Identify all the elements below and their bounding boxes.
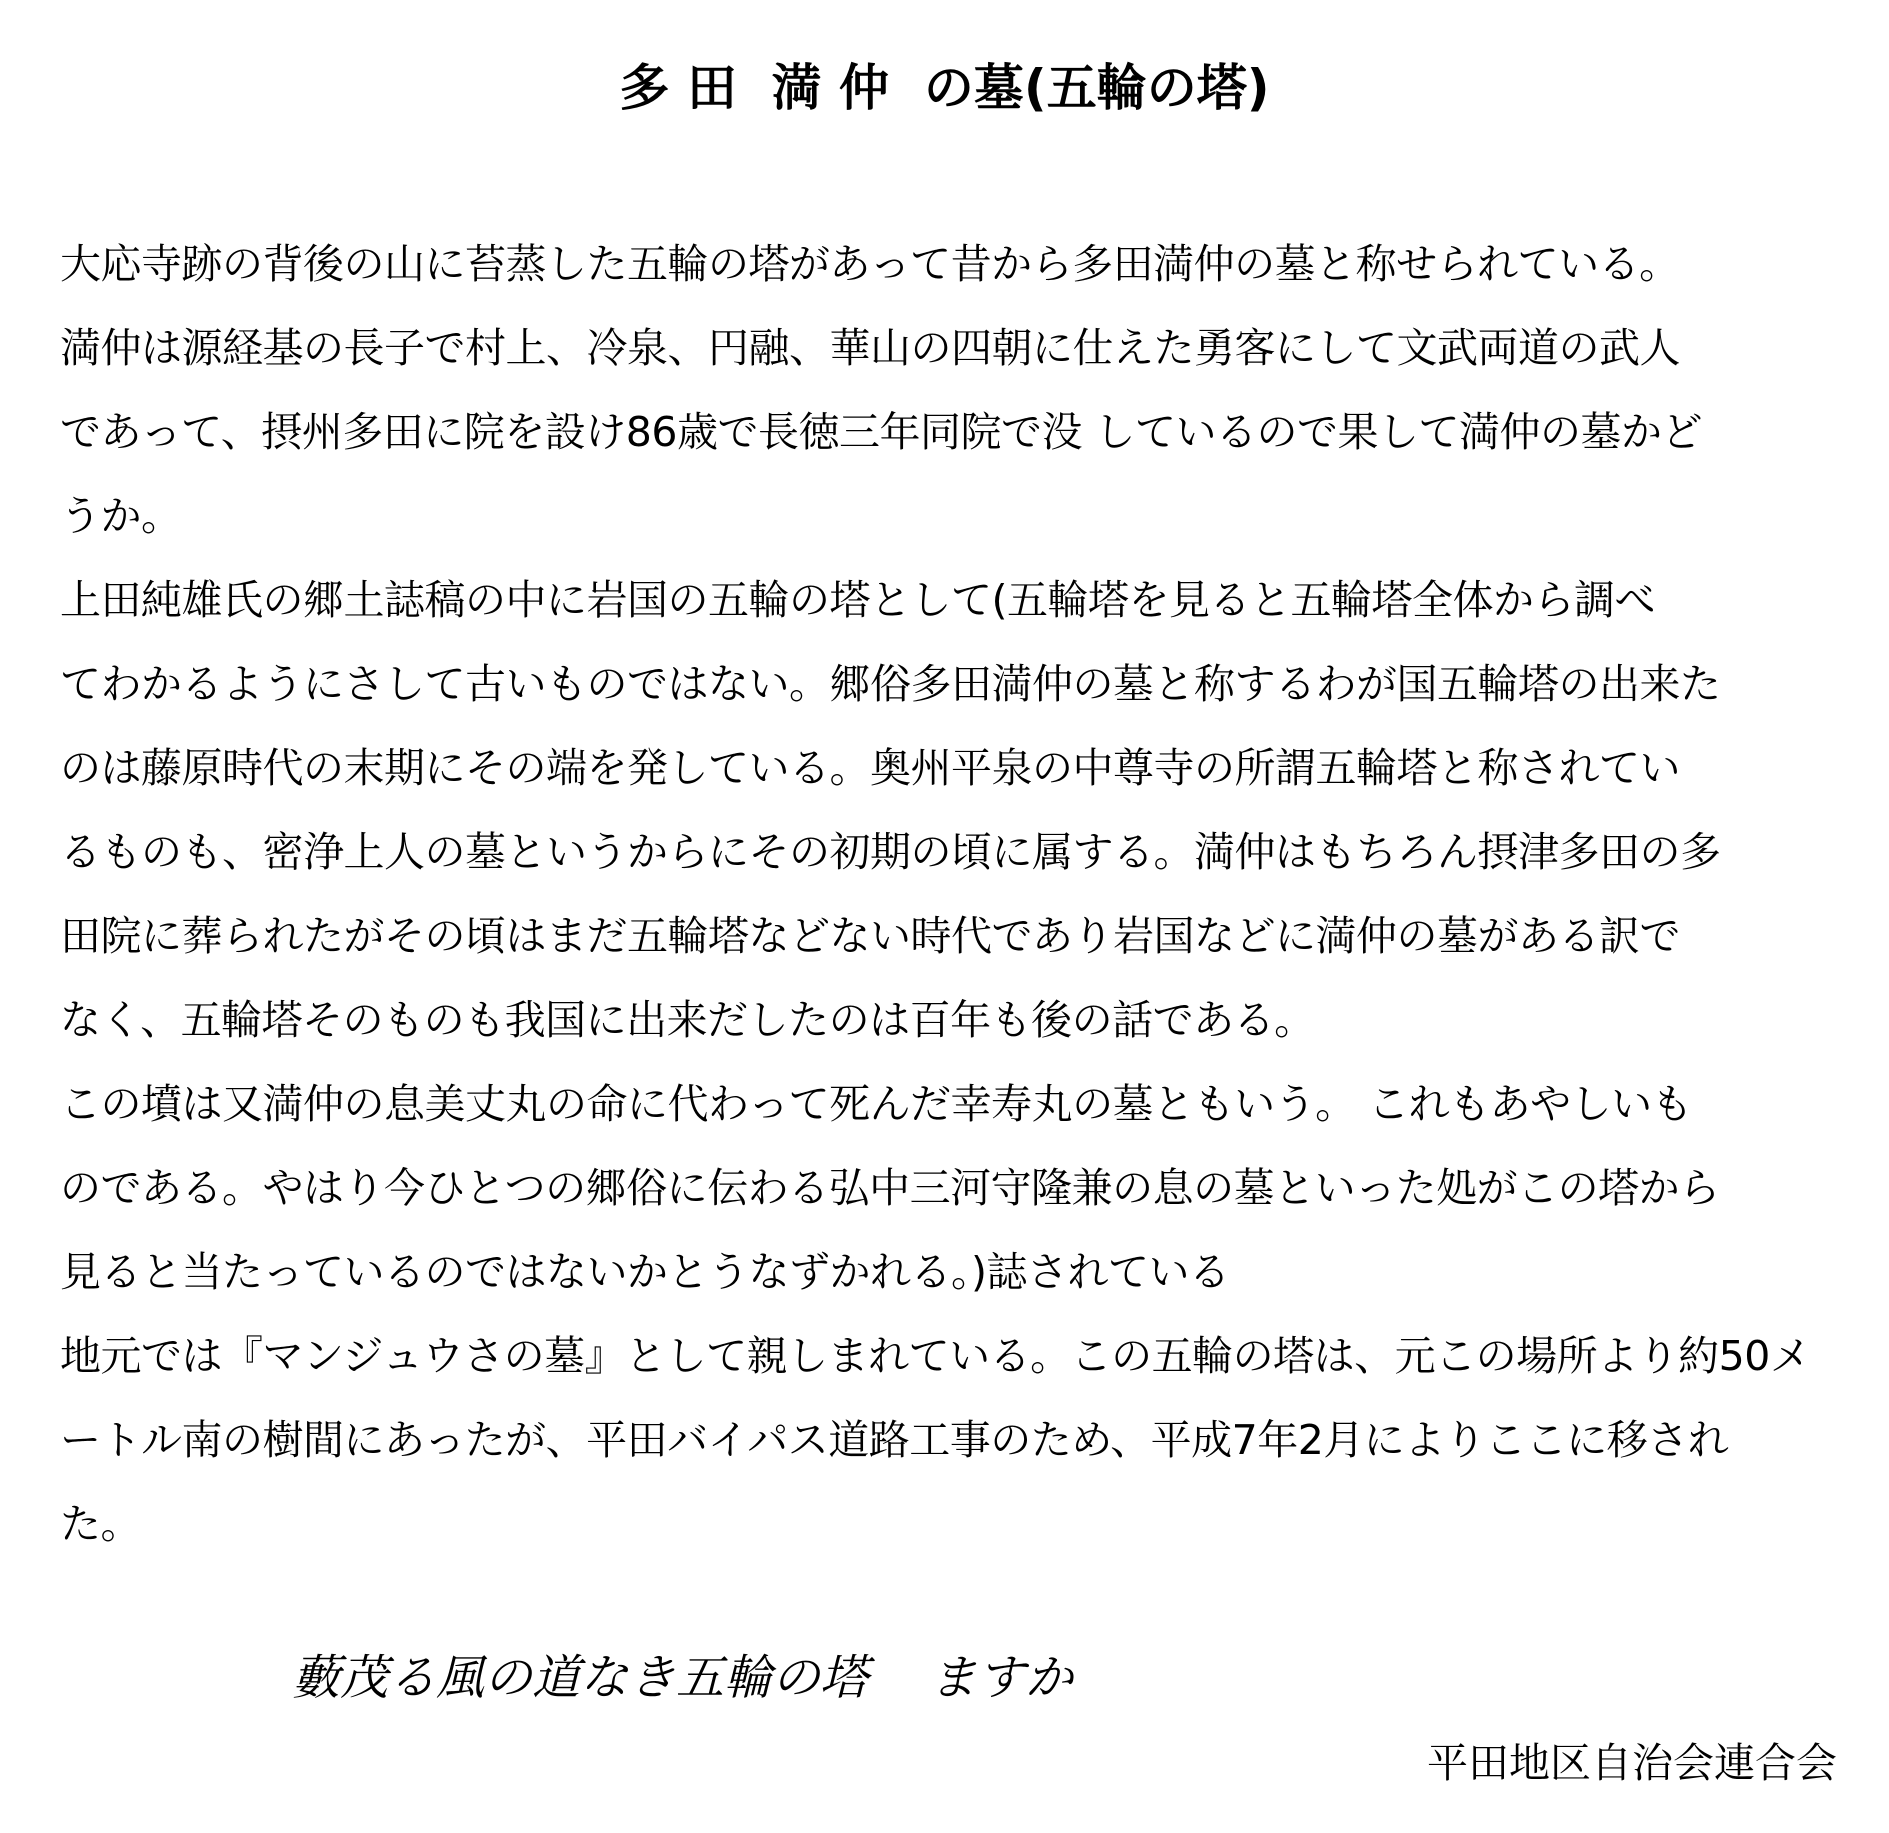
- body-line: るものも、密浄上人の墓というからにその初期の頃に属する。満仲はもちろん摂津多田の多: [60, 828, 1721, 876]
- signature: 平田地区自治会連合会: [1427, 1739, 1837, 1787]
- body-line: 田院に葬られたがその頃はまだ五輪塔などない時代であり岩国などに満仲の墓がある訳で: [60, 912, 1680, 960]
- body-line: た。: [60, 1500, 141, 1548]
- body-line: 上田純雄氏の郷土誌稿の中に岩国の五輪の塔として(五輪塔を見ると五輪塔全体から調べ: [60, 576, 1655, 624]
- body-line: うか。: [60, 492, 182, 540]
- body-line: のは藤原時代の末期にその端を発している。奥州平泉の中尊寺の所謂五輪塔と称されてい: [60, 744, 1680, 792]
- body-line: ートル南の樹間にあったが、平田バイパス道路工事のため、平成7年2月によりここに移され: [60, 1416, 1729, 1464]
- body-line: 大応寺跡の背後の山に苔蒸した五輪の塔があって昔から多田満仲の墓と称せられている。: [60, 240, 1680, 288]
- body-line: なく、五輪塔そのものも我国に出来だしたのは百年も後の話である。: [60, 996, 1315, 1044]
- body-line: のである。やはり今ひとつの郷俗に伝わる弘中三河守隆兼の息の墓といった処がこの塔から: [60, 1164, 1720, 1212]
- body-text: [60, 222, 1850, 1566]
- body-line: てわかるようにさして古いものではない。郷俗多田満仲の墓と称するわが国五輪塔の出来た: [60, 660, 1721, 708]
- document-title: 多 田 満 仲 の墓(五輪の塔): [619, 59, 1270, 117]
- body-line: 見ると当たっているのではないかとうなずかれる。)誌されている: [60, 1248, 1230, 1296]
- body-line: であって、摂州多田に院を設け86歳で長徳三年同院で没 しているので果して満仲の墓かど: [60, 408, 1702, 456]
- haiku: 藪茂る風の道なき五輪の塔 ますか: [292, 1650, 1074, 1706]
- body-line: この墳は又満仲の息美丈丸の命に代わって死んだ幸寿丸の墓ともいう。 これもあやしいも: [60, 1080, 1693, 1128]
- body-line: 地元では『マンジュウさの墓』として親しまれている。この五輪の塔は、元この場所より約50メ: [60, 1332, 1811, 1380]
- body-line: 満仲は源経基の長子で村上、冷泉、円融、華山の四朝に仕えた勇客にして文武両道の武人: [60, 324, 1680, 372]
